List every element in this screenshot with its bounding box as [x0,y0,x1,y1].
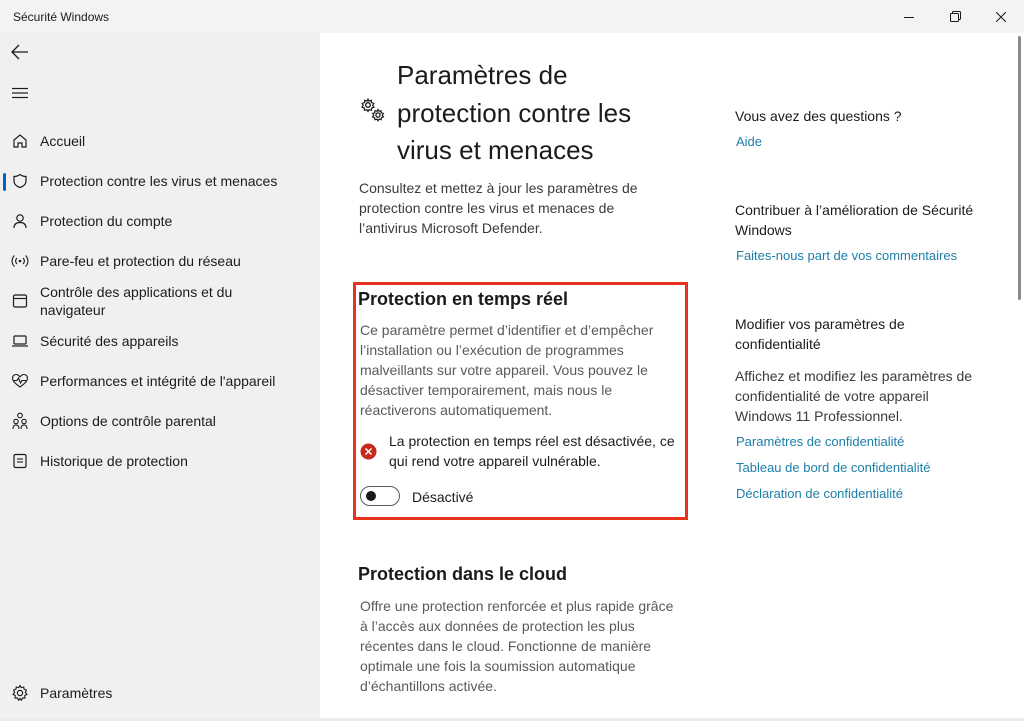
sidebar-item-label: Protection contre les virus et menaces [40,173,278,189]
sidebar-item-virus-protection[interactable] [0,161,320,201]
page-title: Paramètres de protection contre les virus et menaces [397,60,632,165]
minimize-icon [904,12,914,22]
hamburger-menu-icon [12,87,28,99]
minimize-button[interactable] [886,0,932,33]
sidebar-item-firewall[interactable] [0,241,320,281]
heart-pulse-icon [11,372,29,390]
back-arrow-icon [11,44,29,60]
sidebar-item-protection-history[interactable] [0,441,320,481]
sidebar-item-home[interactable] [0,121,320,161]
menu-button[interactable] [8,81,32,105]
main-content [320,33,1024,721]
sidebar-item-label: Pare-feu et protection du réseau [40,253,241,269]
back-button[interactable] [8,40,32,64]
help-link[interactable]: Aide [736,134,763,149]
sidebar-item-family-options[interactable] [0,401,320,441]
window-title: Sécurité Windows [13,10,110,24]
scrollbar[interactable] [1018,36,1021,300]
restore-icon [950,11,961,22]
privacy-text: Affichez et modifiez les paramètres de confidentialité de votre appareil Windows 11 Professionnel. [735,368,973,424]
sidebar-item-label: Options de contrôle parental [40,413,216,429]
realtime-protection-toggle[interactable] [360,486,400,506]
realtime-protection-warning: La protection en temps réel est désactivée, ce qui rend votre appareil vulnérable. [389,433,675,469]
toggle-knob [366,491,376,501]
app-window-icon [11,292,29,310]
page-description: Consultez et mettez à jour les paramètres de protection contre les virus et menaces de l’antivirus Microsoft Defender. [359,180,638,236]
realtime-protection-title: Protection en temps réel [358,289,569,309]
close-icon [996,12,1006,22]
privacy-statement-link[interactable]: Déclaration de confidentialité [736,486,903,501]
feedback-link[interactable]: Faites-nous part de vos commentaires [736,248,958,263]
sidebar-item-settings[interactable] [0,673,320,713]
gear-icon [11,684,29,702]
realtime-protection-description: Ce paramètre permet d’identifier et d’empêcher l’installation ou l’exécution de programmes malveillants sur votre appareil. Vous pouvez le désactiver temporairement, mais nous le réactiverons automatiquement. [360,322,654,418]
sidebar-item-label: Accueil [40,133,86,149]
sidebar-item-label: Performances et intégrité de l'appareil [40,373,276,389]
sidebar-item-device-performance[interactable] [0,361,320,401]
restore-button[interactable] [932,0,978,33]
privacy-settings-link[interactable]: Paramètres de confidentialité [736,434,905,449]
privacy-dashboard-link[interactable]: Tableau de bord de confidentialité [736,460,931,475]
close-button[interactable] [978,0,1024,33]
realtime-protection-toggle-label: Désactivé [412,489,474,505]
sidebar-item-label: Protection du compte [40,213,173,229]
wifi-signal-icon [11,252,29,270]
sidebar-item-label: Historique de protection [40,453,188,469]
cloud-protection-description: Offre une protection renforcée et plus rapide grâce à l’accès aux données de protection les plus récentes dans le cloud. Fonctionne de manière optimale une fois la soumission automatique d’échantillons activée. [360,598,674,694]
improve-heading: Contribuer à l’amélioration de Sécurité Windows [735,202,974,238]
sidebar-item-device-security[interactable] [0,321,320,361]
sidebar [0,33,320,721]
sidebar-item-label: Contrôle des applications et du navigateur [40,284,233,318]
gears-icon [360,97,386,123]
sidebar-item-label: Sécurité des appareils [40,333,179,349]
home-icon [11,132,29,150]
sidebar-item-app-browser-control[interactable] [0,281,320,321]
shield-icon [11,172,29,190]
family-icon [11,412,29,430]
laptop-icon [11,332,29,350]
history-icon [11,452,29,470]
privacy-heading: Modifier vos paramètres de confidentialité [735,316,905,352]
cloud-protection-title: Protection dans le cloud [358,564,568,584]
sidebar-item-label: Paramètres [40,685,113,701]
title-bar [0,0,1024,33]
error-x-circle-icon [360,443,377,460]
questions-heading: Vous avez des questions ? [735,108,902,124]
sidebar-item-account-protection[interactable] [0,201,320,241]
person-icon [11,212,29,230]
